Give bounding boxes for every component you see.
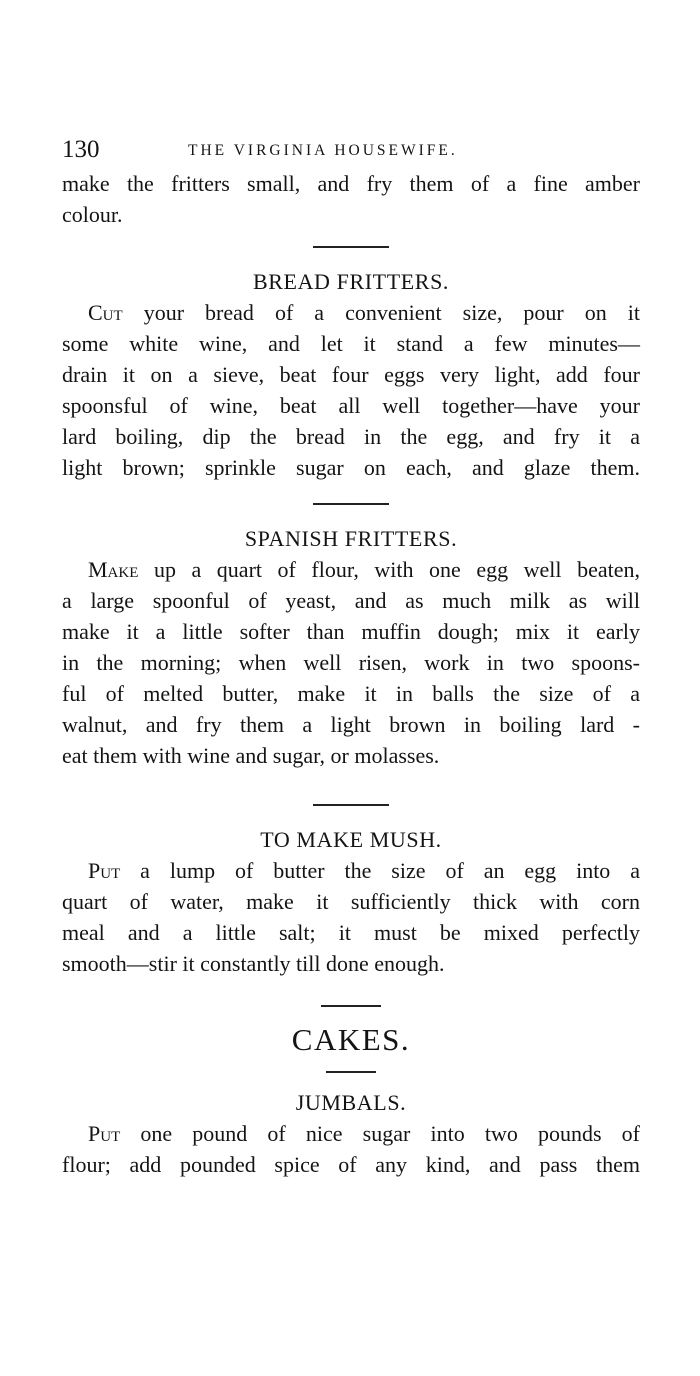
text-line: smooth—stir it constantly till done enough. bbox=[62, 951, 445, 976]
section-rule bbox=[326, 1071, 376, 1073]
text-line: flour; add pounded spice of any kind, and pass them bbox=[62, 1152, 640, 1177]
text-line: Cut your bread of a convenient size, pour on it bbox=[88, 300, 640, 325]
text-line: colour. bbox=[62, 202, 123, 227]
text-line: make it a little softer than muffin dough; mix it early bbox=[62, 619, 640, 644]
text-line: lard boiling, dip the bread in the egg, and fry it a bbox=[62, 424, 640, 449]
text-line: drain it on a sieve, beat four eggs very light, add four bbox=[62, 362, 640, 387]
text-line: make the fritters small, and fry them of a fine amber bbox=[62, 171, 640, 196]
recipe-body bbox=[62, 855, 640, 979]
recipe-title: TO MAKE MUSH. bbox=[260, 827, 442, 852]
text-line: Put one pound of nice sugar into two pounds of bbox=[88, 1121, 640, 1146]
text-line: quart of water, make it sufficiently thick with corn bbox=[62, 889, 640, 914]
page-number: 130 bbox=[62, 136, 100, 163]
continuation-paragraph bbox=[62, 168, 640, 230]
text-line: Make up a quart of flour, with one egg well beaten, bbox=[88, 557, 640, 582]
running-head: THE VIRGINIA HOUSEWIFE. bbox=[188, 142, 458, 159]
text-line: meal and a little salt; it must be mixed perfectly bbox=[62, 920, 640, 945]
book-page bbox=[62, 134, 640, 1180]
recipe-body bbox=[62, 554, 640, 771]
text-line: light brown; sprinkle sugar on each, and glaze them. bbox=[62, 455, 640, 480]
recipe-body bbox=[62, 297, 640, 483]
drop-word: Put bbox=[88, 858, 121, 883]
section-rule bbox=[313, 246, 389, 248]
text-line: spoonsful of wine, beat all well together—have your bbox=[62, 393, 640, 418]
section-rule bbox=[313, 804, 389, 806]
section-rule bbox=[313, 503, 389, 505]
text-line: a large spoonful of yeast, and as much milk as will bbox=[62, 588, 640, 613]
text-line: eat them with wine and sugar, or molasses. bbox=[62, 743, 440, 768]
drop-word: Cut bbox=[88, 300, 123, 325]
drop-word: Make bbox=[88, 557, 139, 582]
text-line: walnut, and fry them a light brown in boiling lard - bbox=[62, 712, 640, 737]
text-line: in the morning; when well risen, work in two spoons- bbox=[62, 650, 640, 675]
page-header bbox=[62, 134, 640, 168]
drop-word: Put bbox=[88, 1121, 121, 1146]
recipe-title: SPANISH FRITTERS. bbox=[244, 526, 458, 551]
text-line: ful of melted butter, make it in balls the size of a bbox=[62, 681, 640, 706]
section-rule bbox=[321, 1005, 381, 1007]
recipe-title: JUMBALS. bbox=[295, 1090, 407, 1115]
recipe-title: BREAD FRITTERS. bbox=[252, 269, 450, 294]
section-title: CAKES. bbox=[291, 1022, 411, 1057]
recipe-body bbox=[62, 1118, 640, 1180]
text-line: Put a lump of butter the size of an egg into a bbox=[88, 858, 640, 883]
text-line: some white wine, and let it stand a few minutes— bbox=[62, 331, 640, 356]
